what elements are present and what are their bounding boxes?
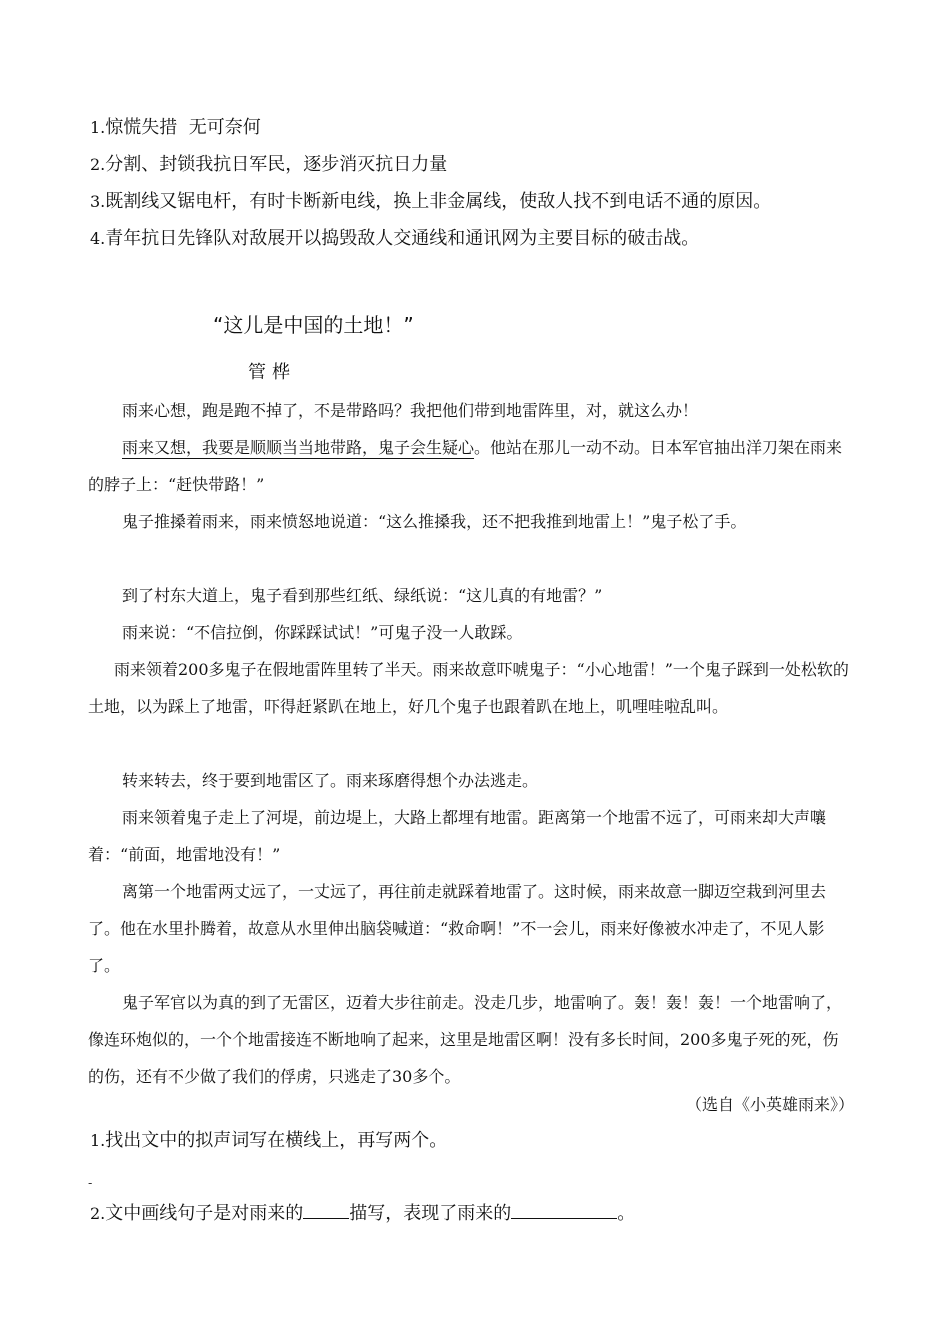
answer-1-number: 1. <box>90 118 106 137</box>
paragraph-3: 鬼子推搡着雨来，雨来愤怒地说道：“这么推搡我，还不把我推到地雷上！”鬼子松了手。 <box>122 512 747 531</box>
passage-source: （选自《小英雄雨来》） <box>685 1095 854 1114</box>
paragraph-2 <box>88 429 854 503</box>
paragraph-1: 雨来心想，跑是跑不掉了，不是带路吗？我把他们带到地雷阵里，对，就这么办！ <box>122 401 699 420</box>
paragraph-7: 转来转去，终于要到地雷区了。雨来琢磨得想个办法逃走。 <box>122 771 539 790</box>
question-1-number: 1. <box>90 1131 106 1150</box>
paragraph-6: 雨来领着200多鬼子在假地雷阵里转了半天。雨来故意吓唬鬼子：“小心地雷！”一个鬼子踩到一处松软的土地，以为踩上了地雷，吓得赶紧趴在地上，好几个鬼子也跟着趴在地上，叽哩哇啦乱叫。 <box>88 660 849 716</box>
paragraph-8: 雨来领着鬼子走上了河堤，前边堤上，大路上都埋有地雷。距离第一个地雷不远了，可雨来却大声嚷着：“前面，地雷地没有！” <box>88 808 827 864</box>
passage-author: 管桦 <box>248 362 296 383</box>
paragraph-10: 鬼子军官以为真的到了无雷区，迈着大步往前走。没走几步，地雷响了。轰！轰！轰！一个地雷响了，像连环炮似的，一个个地雷接连不断地响了起来，这里是地雷区啊！没有多长时间，200多鬼子死的死，伤的伤，还有不少做了我们的俘虏，只逃走了30多个。 <box>88 993 843 1086</box>
answer-4-text: 青年抗日先锋队对敌展开以捣毁敌人交通线和通讯网为主要目标的破击战。 <box>105 228 700 249</box>
question-1-text: 找出文中的拟声词写在横线上，再写两个。 <box>105 1130 448 1151</box>
question-2-text-b: 描写，表现了雨来的 <box>349 1203 512 1224</box>
answer-4 <box>90 227 699 251</box>
question-2 <box>90 1200 635 1227</box>
answer-blank-2[interactable] <box>511 1200 617 1219</box>
question-1 <box>90 1128 447 1154</box>
answer-blank-1[interactable] <box>303 1200 349 1219</box>
answer-4-number: 4. <box>90 229 106 248</box>
paragraph-4: 到了村东大道上，鬼子看到那些红纸、绿纸说：“这儿真的有地雷？” <box>122 586 603 605</box>
paragraph-5: 雨来说：“不信拉倒，你踩踩试试！”可鬼子没一人敢踩。 <box>122 623 523 642</box>
question-2-text-a: 文中画线句子是对雨来的 <box>105 1203 304 1224</box>
question-2-number: 2. <box>90 1204 106 1223</box>
answer-3-text: 既割线又锯电杆，有时卡断新电线，换上非金属线，使敌人找不到电话不通的原因。 <box>105 191 772 212</box>
answer-1-text: 惊慌失措 无可奈何 <box>105 117 261 138</box>
answer-2-text: 分割、封锁我抗日军民，逐步消灭抗日力量 <box>105 154 448 175</box>
underlined-sentence: 雨来又想，我要是顺顺当当地带路，鬼子会生疑心 <box>122 438 475 457</box>
answer-1 <box>90 116 261 140</box>
question-2-text-c: 。 <box>617 1203 636 1224</box>
paragraph-2-rest: 。他站在那儿一动不动。日本军官抽出洋刀架在雨来的脖子上：“赶快带路！” <box>88 438 843 494</box>
passage-title: “这儿是中国的土地！” <box>213 313 414 337</box>
stray-dash-mark: - <box>88 1176 93 1190</box>
answer-2-number: 2. <box>90 155 106 174</box>
answer-2 <box>90 153 447 177</box>
answer-3 <box>90 190 771 214</box>
paragraph-9: 离第一个地雷两丈远了，一丈远了，再往前走就踩着地雷了。这时候，雨来故意一脚迈空栽到河里去了。他在水里扑腾着，故意从水里伸出脑袋喊道：“救命啊！”不一会儿，雨来好像被水冲走了，不见人影了。 <box>88 882 827 975</box>
answer-3-number: 3. <box>90 192 106 211</box>
